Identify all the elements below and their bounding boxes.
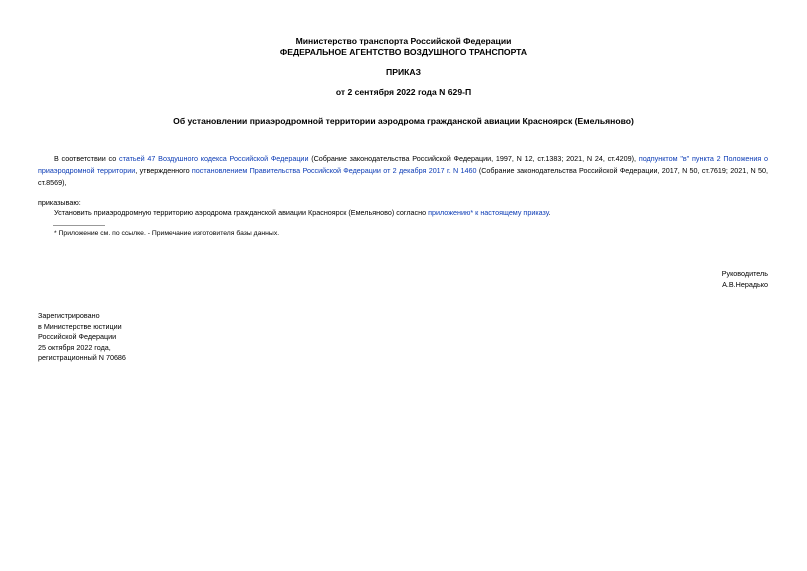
link-regulation-subparagraph[interactable]: подпунктом "в" пункта 2 Положения о приаэродромной территории	[38, 154, 768, 175]
registration-line-1: Зарегистрировано	[38, 311, 100, 320]
signature-block	[722, 268, 768, 290]
registration-line-3: Российской Федерации	[38, 332, 117, 341]
registration-line-4: 25 октября 2022 года,	[38, 342, 111, 352]
order-word: приказываю:	[38, 198, 81, 207]
order-text-1: Установить приаэродромную территорию аэродрома гражданской авиации Красноярск (Емельяново) согласно	[54, 208, 429, 217]
signatory-role: Руководитель	[721, 269, 768, 278]
order-text-2: .	[548, 208, 551, 217]
preamble-text-4: (Собрание законодательства Российской Федерации, 2017, N 50, ст.7619; 2021, N 50, ст.8569),	[38, 166, 769, 187]
order-paragraph	[38, 207, 768, 219]
preamble-paragraph	[38, 153, 768, 189]
preamble-text-3: , утвержденного	[135, 166, 192, 175]
document-type: ПРИКАЗ	[386, 67, 421, 77]
footnote-divider	[53, 225, 105, 226]
registration-block	[38, 311, 126, 364]
agency-heading: ФЕДЕРАЛЬНОЕ АГЕНТСТВО ВОЗДУШНОГО ТРАНСПОРТА	[279, 47, 528, 57]
link-air-code-article-47[interactable]: статьей 47 Воздушного кодекса Российской Федерации	[118, 154, 309, 163]
link-government-resolution-1460[interactable]: постановлением Правительства Российской Федерации от 2 декабря 2017 г. N 1460	[191, 166, 477, 175]
preamble-text-2: (Собрание законодательства Российской Федерации, 1997, N 12, ст.1383; 2021, N 24, ст.4209),	[308, 154, 639, 163]
link-appendix[interactable]: приложению* к настоящему приказу	[428, 208, 549, 217]
preamble-text-1: В соответствии со	[54, 154, 119, 163]
footnote: * Приложение см. по ссылке. - Примечание изготовителя базы данных.	[54, 230, 280, 237]
document-date-number: от 2 сентября 2022 года N 629-П	[335, 87, 472, 97]
registration-line-5: регистрационный N 70686	[38, 353, 126, 362]
signatory-name: А.В.Нерадько	[722, 280, 768, 289]
ministry-heading: Министерство транспорта Российской Федерации	[295, 36, 512, 46]
document-title: Об установлении приаэродромной территории аэродрома гражданской авиации Красноярск (Емельяново)	[173, 116, 634, 126]
registration-line-2: в Министерстве юстиции	[38, 321, 122, 331]
